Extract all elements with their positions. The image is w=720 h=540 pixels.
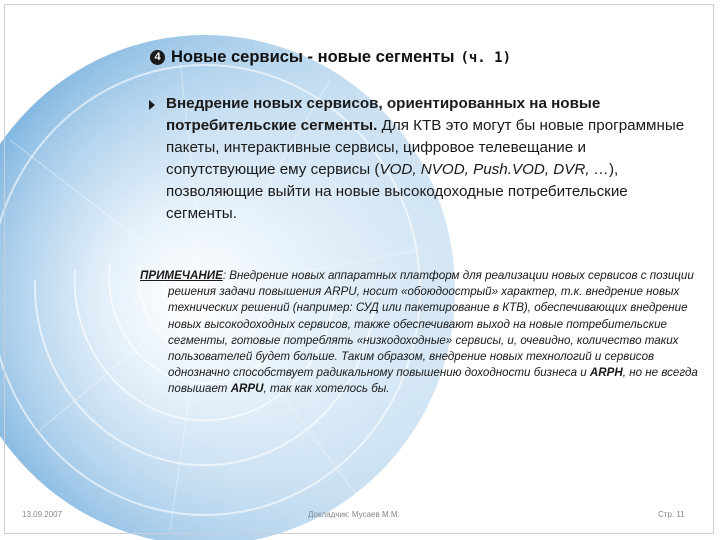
bullet-bold-text: Внедрение новых сервисов, ориентированных на новые потребительские сегменты. — [166, 95, 601, 134]
footer-page-number: Стр. 11 — [658, 510, 685, 519]
footer-author: Докладчик: Мусаев М.М. — [308, 510, 400, 519]
note-bold-arpu: ARPU — [230, 382, 264, 396]
bullet-paragraph — [166, 93, 686, 225]
circled-number-icon: 4 — [150, 50, 165, 65]
title-part: (ч. 1) — [460, 50, 512, 66]
bullet-text-1: Для КТВ это могут бы новые программные пакеты, интерактивные сервисы, цифровое телевещание и сопутствующие ему сервисы ( — [166, 117, 685, 178]
slide-title — [150, 48, 690, 67]
bullet-text-2: ), позволяющие выйти на новые высокодоходные потребительские сегменты. — [166, 161, 628, 222]
note-text-2: , но не всегда повышает — [168, 366, 698, 396]
note-label: ПРИМЕЧАНИЕ — [140, 269, 223, 282]
bullet-arrow-icon — [149, 100, 155, 110]
note-text-1: Внедрение новых аппаратных платформ для реализации новых сервисов с позиции решения задачи повышения ARPU, носит «обоюдоострый» характер, т.к. внедрение новых технических решений (например: СУД или пакетирование в КТВ), обеспечивающих внедрение новых высокодоходных сервисов, также обеспечивают выход на новые потребительские сегменты, готовые потреблять «низкодоходные» сервисы, и, очевидно, количество таких пользователей будет больше. Таким образом, внедрение новых технологий и сервисов однозначно способствует радикальному повышению доходности бизнеса и — [168, 269, 694, 380]
note-text-3: , так как хотелось бы. — [263, 382, 390, 396]
note-bold-arph: ARPH — [589, 366, 623, 380]
bullet-italic-text: VOD, NVOD, Push.VOD, DVR, … — [379, 161, 609, 178]
footer-date: 13.09.2007 — [22, 510, 63, 519]
title-text: Новые сервисы - новые сегменты — [171, 48, 455, 66]
note-paragraph — [140, 268, 700, 398]
note-colon: : — [222, 269, 227, 282]
